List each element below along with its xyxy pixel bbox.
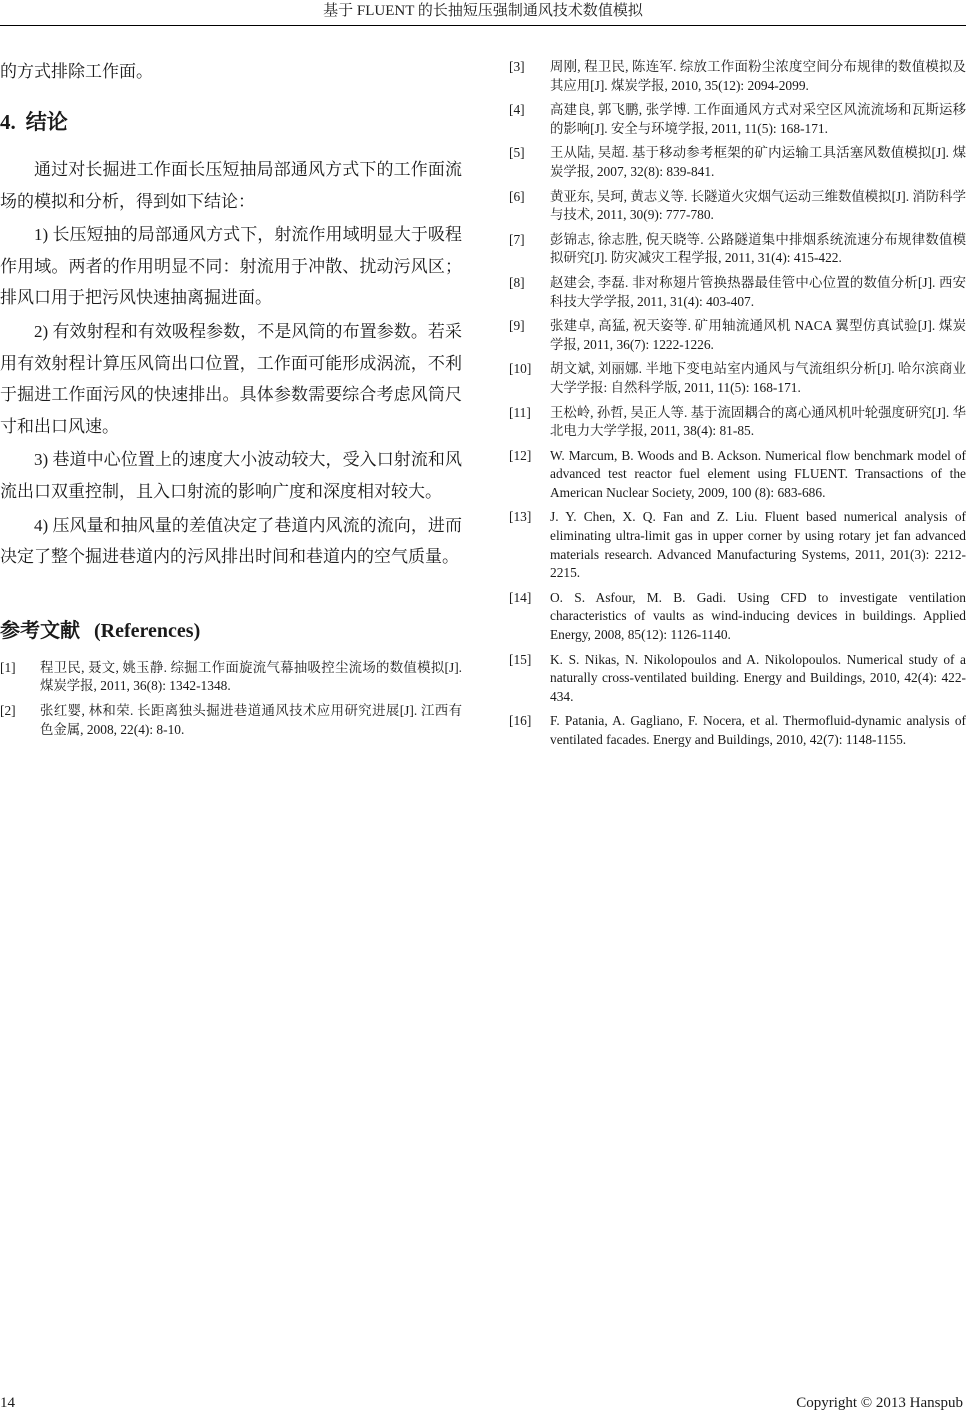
- right-column: [509, 58, 966, 756]
- reference-number: [15]: [509, 651, 532, 667]
- reference-number: [1]: [0, 659, 16, 675]
- reference-item: [509, 274, 966, 311]
- reference-text: W. Marcum, B. Woods and B. Ackson. Numerical flow benchmark model of advanced test reactor fuel element using FLUENT. Transactions of the American Nuclear Society, 2009, 100 (8): 683-686.: [550, 447, 966, 500]
- reference-item: [509, 317, 966, 354]
- reference-number: [11]: [509, 404, 531, 420]
- running-header: 基于 FLUENT 的长抽短压强制通风技术数值模拟: [323, 3, 643, 19]
- reference-text: 高建良, 郭飞鹏, 张学博. 工作面通风方式对采空区风流流场和瓦斯运移的影响[J]. 安全与环境学报, 2011, 11(5): 168-171.: [550, 102, 966, 136]
- reference-number: [6]: [509, 188, 525, 204]
- reference-text: J. Y. Chen, X. Q. Fan and Z. Liu. Fluent based numerical analysis of eliminating ultra-limit gas in upper corner by using rotary jet fan advanced materials research. Advanced Manufacturing Systems, 2011, 201(3): 2212-2215.: [550, 509, 966, 581]
- reference-item: [509, 447, 966, 503]
- reference-item: [509, 144, 966, 181]
- reference-text: 胡文斌, 刘丽娜. 半地下变电站室内通风与气流组织分析[J]. 哈尔滨商业大学学报: 自然科学版, 2011, 11(5): 168-171.: [550, 361, 966, 395]
- reference-text: F. Patania, A. Gagliano, F. Nocera, et al. Thermofluid-dynamic analysis of ventilated facades. Energy and Buildings, 2010, 42(7): 1148-1155.: [550, 713, 966, 747]
- conclusion-intro: 通过对长掘进工作面长压短抽局部通风方式下的工作面流场的模拟和分析，得到如下结论：: [0, 160, 462, 211]
- reference-text: K. S. Nikas, N. Nikolopoulos and A. Nikolopoulos. Numerical study of a naturally cross-ventilated building. Energy and Buildings, 2010, 42(4): 422-434.: [550, 651, 966, 704]
- reference-text: 赵建会, 李磊. 非对称翅片管换热器最佳管中心位置的数值分析[J]. 西安科技大学学报, 2011, 31(4): 403-407.: [550, 274, 966, 309]
- references-heading-en: (References): [94, 619, 201, 642]
- reference-text: 黄亚东, 吴珂, 黄志义等. 长隧道火灾烟气运动三维数值模拟[J]. 消防科学与技术, 2011, 30(9): 777-780.: [550, 188, 966, 223]
- reference-number: [9]: [509, 318, 525, 334]
- reference-number: [13]: [509, 509, 532, 525]
- reference-item: [509, 589, 966, 645]
- reference-item: [509, 712, 966, 749]
- left-column: [0, 58, 462, 745]
- reference-number: [16]: [509, 713, 532, 729]
- reference-number: [7]: [509, 231, 525, 247]
- reference-number: [12]: [509, 447, 532, 463]
- conclusion-item-2: 2) 有效射程和有效吸程参数，不是风筒的布置参数。若采用有效射程计算压风筒出口位置，工作面可能形成涡流，不利于掘进工作面污风的快速排出。具体参数需要综合考虑风筒尺寸和出口风速。: [0, 321, 462, 436]
- reference-text: 程卫民, 聂文, 姚玉静. 综掘工作面旋流气幕抽吸控尘流场的数值模拟[J]. 煤炭学报, 2011, 36(8): 1342-1348.: [40, 659, 462, 694]
- section-title: 结论: [25, 110, 68, 134]
- reference-text: 张红婴, 林和荣. 长距离独头掘进巷道通风技术应用研究进展[J]. 江西有色金属, 2008, 22(4): 8-10.: [40, 702, 462, 737]
- reference-number: [3]: [509, 59, 525, 74]
- reference-number: [14]: [509, 589, 532, 605]
- reference-text: 王松岭, 孙哲, 吴正人等. 基于流固耦合的离心通风机叶轮强度研究[J]. 华北电力大学学报, 2011, 38(4): 81-85.: [550, 404, 966, 439]
- reference-number: [10]: [509, 361, 532, 377]
- section-number: 4.: [0, 110, 16, 134]
- reference-item: [0, 702, 462, 739]
- reference-item: [0, 659, 462, 696]
- reference-item: [509, 188, 966, 225]
- continuation-text: 的方式排除工作面。: [0, 62, 153, 81]
- references-heading: [0, 617, 462, 645]
- header-divider: [0, 25, 966, 26]
- conclusion-item-1: 1) 长压短抽的局部通风方式下，射流作用域明显大于吸程作用域。两者的作用明显不同：射流用于冲散、扰动污风区；排风口用于把污风快速抽离掘进面。: [0, 225, 462, 308]
- reference-text: 王从陆, 吴超. 基于移动参考框架的矿内运输工具活塞风数值模拟[J]. 煤炭学报, 2007, 32(8): 839-841.: [550, 145, 966, 179]
- reference-text: O. S. Asfour, M. B. Gadi. Using CFD to investigate ventilation characteristics of vaults as wind-inducing devices in buildings. Applied Energy, 2008, 85(12): 1126-1140.: [550, 589, 966, 643]
- reference-item: [509, 508, 966, 582]
- section-heading: [0, 108, 462, 136]
- reference-number: [8]: [509, 274, 525, 290]
- reference-item: [509, 404, 966, 441]
- reference-item: [509, 101, 966, 138]
- conclusion-item-4: 4) 压风量和抽风量的差值决定了巷道内风流的流向，进而决定了整个掘进巷道内的污风排出时间和巷道内的空气质量。: [0, 515, 462, 567]
- reference-item: [509, 231, 966, 268]
- references-heading-zh: 参考文献: [0, 619, 80, 642]
- reference-number: [2]: [0, 702, 16, 718]
- reference-text: 张建卓, 高猛, 祝天姿等. 矿用轴流通风机 NACA 翼型仿真试验[J]. 煤炭学报, 2011, 36(7): 1222-1226.: [550, 318, 966, 352]
- reference-number: [4]: [509, 102, 525, 118]
- copyright-notice: Copyright © 2013 Hanspub: [796, 1395, 963, 1411]
- reference-item: [509, 360, 966, 397]
- conclusion-item-3: 3) 巷道中心位置上的速度大小波动较大，受入口射流和风流出口双重控制，且入口射流的影响广度和深度相对较大。: [0, 450, 462, 501]
- reference-item: [509, 58, 966, 95]
- reference-text: 彭锦志, 徐志胜, 倪天晓等. 公路隧道集中排烟系统流速分布规律数值模拟研究[J]. 防灾减灾工程学报, 2011, 31(4): 415-422.: [550, 231, 966, 266]
- reference-item: [509, 651, 966, 707]
- reference-number: [5]: [509, 145, 525, 161]
- reference-text: 周刚, 程卫民, 陈连军. 综放工作面粉尘浓度空间分布规律的数值模拟及其应用[J]. 煤炭学报, 2010, 35(12): 2094-2099.: [550, 59, 966, 93]
- page-number: 14: [0, 1395, 15, 1411]
